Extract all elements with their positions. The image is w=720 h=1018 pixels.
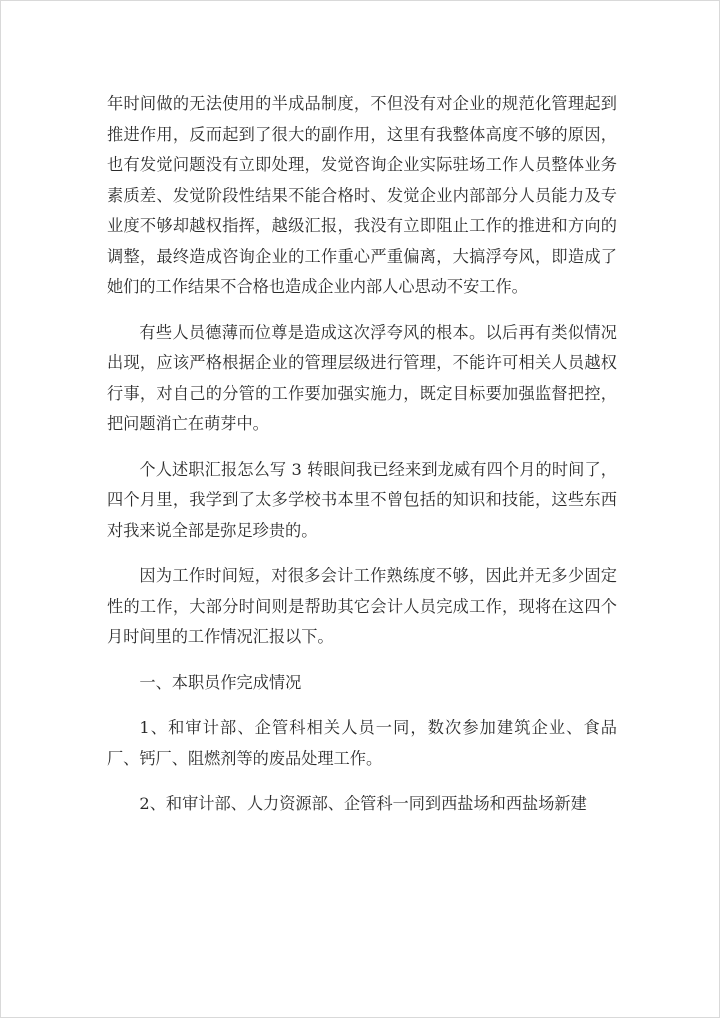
list-item-2: 2、和审计部、人力资源部、企管科一同到西盐场和西盐场新建 — [139, 794, 587, 813]
list-item-1: 1、和审计部、企管科相关人员一同，数次参加建筑企业、食品厂、钙厂、阻燃剂等的废品处理工作。 — [107, 718, 617, 768]
section-heading: 一、本职员作完成情况 — [139, 672, 302, 692]
paragraph-report-intro: 个人述职汇报怎么写 3 转眼间我已经来到龙威有四个月的时间了，四个月里，我学到了太多学校书本里不曾包括的知识和技能，这些东西对我来说全部是弥足珍贵的。 — [107, 459, 617, 540]
paragraph-reflection: 有些人员德薄而位尊是造成这次浮夸风的根本。以后再有类似情况出现，应该严格根据企业的管理层级进行管理，不能许可相关人员越权行事，对自己的分管的工作要加强实施力，既定目标要加强监督把控，把问题消亡在萌芽中。 — [107, 322, 617, 433]
paragraph-work-summary: 因为工作时间短，对很多会计工作熟练度不够，因此并无多少固定性的工作，大部分时间则是帮助其它会计人员完成工作，现将在这四个月时间里的工作情况汇报以下。 — [107, 566, 617, 646]
paragraph-continuation: 年时间做的无法使用的半成品制度，不但没有对企业的规范化管理起到推进作用，反而起到了很大的副作用，这里有我整体高度不够的原因，也有发觉问题没有立即处理，发觉咨询企业实际驻场工作人员整体业务素质差、发觉阶段性结果不能合格时、发觉企业内部部分人员能力及专业度不够却越权指挥，越级汇报，我没有立即阻止工作的推进和方向的调整，最终造成咨询企业的工作重心严重偏离，大搞浮夸风，即造成了她们的工作结果不合格也造成企业内部人心思动不安工作。 — [107, 94, 617, 296]
document-body — [107, 89, 617, 820]
